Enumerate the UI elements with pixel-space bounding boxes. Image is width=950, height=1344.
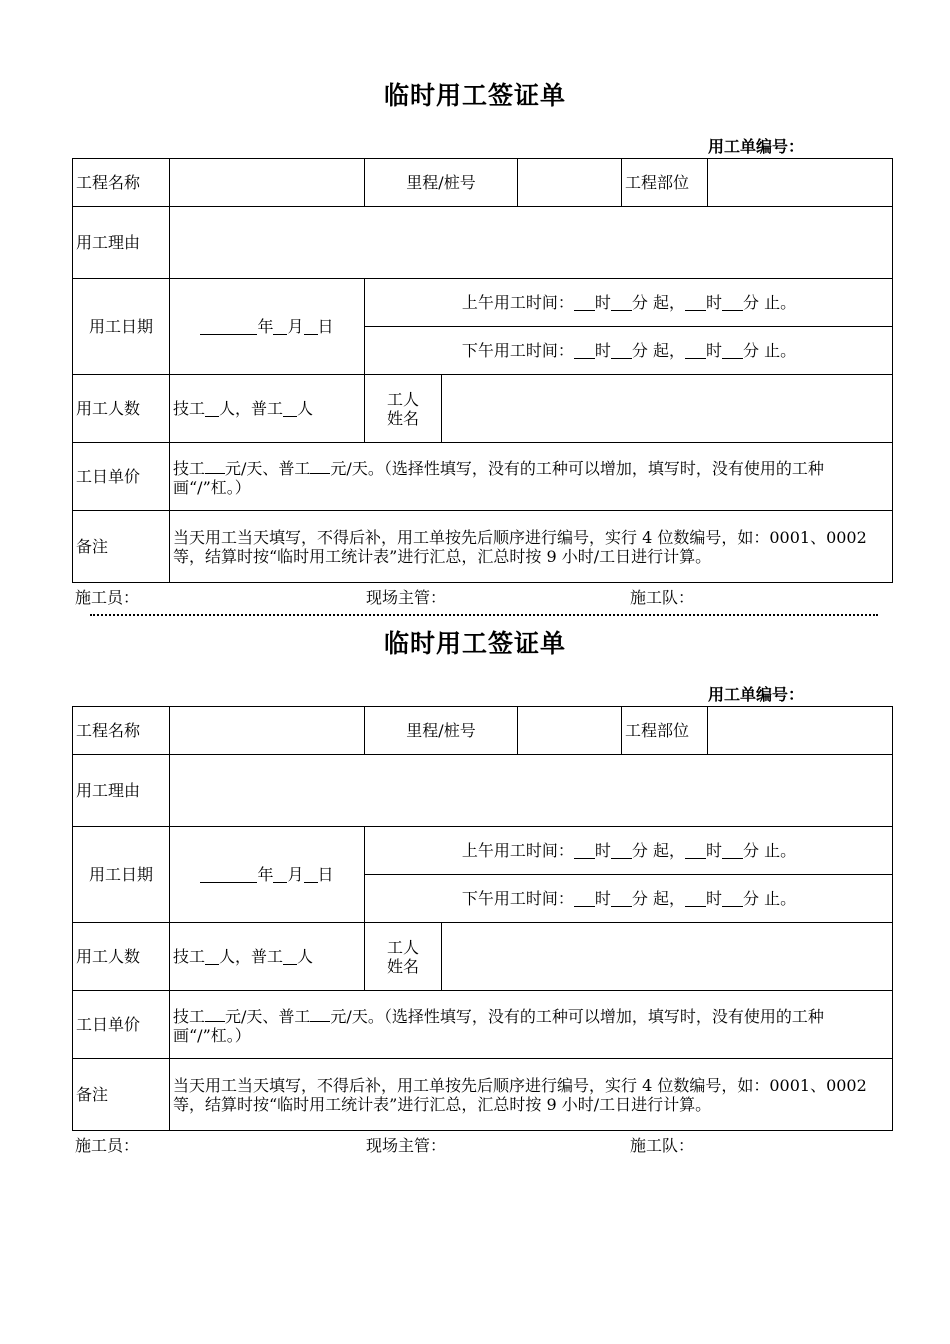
reason-field[interactable]: [169, 754, 893, 826]
date-field[interactable]: [169, 826, 364, 922]
worker-names-text: 工人姓名: [386, 389, 419, 428]
pm-start-minute-blank[interactable]: [611, 342, 632, 359]
worker-names-text: 工人姓名: [386, 937, 419, 976]
am-end-minute-blank[interactable]: [722, 842, 743, 859]
worker-names-field[interactable]: [441, 374, 893, 442]
date-label: 用工日期: [72, 826, 169, 922]
mileage-field[interactable]: [517, 158, 621, 206]
remark-text: 当天用工当天填写，不得后补，用工单按先后顺序进行编号，实行 4 位数编号，如：0001、0002 等，结算时按“临时用工统计表”进行汇总，汇总时按 9 小时/工日进行计算。: [169, 510, 893, 582]
pm-time-label: 下午用工时间：: [461, 341, 574, 360]
form-title: 临时用工签证单: [383, 629, 566, 658]
mileage-field[interactable]: [517, 706, 621, 754]
am-time-field[interactable]: [364, 826, 893, 874]
pm-time-label: 下午用工时间：: [461, 889, 574, 908]
general-count-blank[interactable]: [283, 400, 297, 417]
price-field[interactable]: [169, 442, 893, 510]
pm-start-minute-unit: 分 起，: [631, 889, 685, 908]
price-skilled-label: 技工: [173, 1006, 206, 1026]
day-blank[interactable]: [304, 866, 318, 883]
general-label: 人，普工: [219, 947, 284, 966]
worker-names-label: [364, 922, 441, 990]
project-part-label: 工程部位: [621, 706, 707, 754]
am-end-hour-blank[interactable]: [685, 842, 706, 859]
mileage-label: 里程/桩号: [364, 706, 517, 754]
project-name-label: 工程名称: [72, 158, 169, 206]
project-name-field[interactable]: [169, 158, 364, 206]
reason-label: 用工理由: [72, 206, 169, 278]
headcount-label: 用工人数: [72, 922, 169, 990]
month-blank[interactable]: [273, 866, 287, 883]
year-blank[interactable]: [200, 318, 257, 335]
am-end-minute-unit: 分 止。: [743, 841, 797, 860]
am-end-hour-unit: 时: [706, 293, 723, 312]
am-start-hour-blank[interactable]: [574, 842, 595, 859]
price-general-label: 元/天、普工: [225, 458, 311, 478]
am-end-minute-blank[interactable]: [722, 294, 743, 311]
month-blank[interactable]: [273, 318, 287, 335]
sign-team: 施工队：: [630, 1136, 695, 1155]
reason-field[interactable]: [169, 206, 893, 278]
am-time-label: 上午用工时间：: [461, 841, 574, 860]
work-order-form-1: [0, 0, 950, 607]
sign-supervisor: 现场主管：: [366, 588, 447, 607]
pm-end-hour-blank[interactable]: [685, 890, 706, 907]
skilled-count-blank[interactable]: [205, 948, 219, 965]
project-name-field[interactable]: [169, 706, 364, 754]
am-start-minute-blank[interactable]: [611, 842, 632, 859]
form-title: 临时用工签证单: [383, 81, 566, 110]
general-count-blank[interactable]: [283, 948, 297, 965]
pm-start-hour-blank[interactable]: [574, 342, 595, 359]
skilled-count-blank[interactable]: [205, 400, 219, 417]
am-start-hour-unit: 时: [594, 841, 611, 860]
project-part-label: 工程部位: [621, 158, 707, 206]
serial-number-label: 用工单编号：: [708, 137, 805, 156]
general-price-blank[interactable]: [310, 1005, 330, 1022]
project-part-field[interactable]: [707, 158, 893, 206]
am-end-minute-unit: 分 止。: [743, 293, 797, 312]
price-note: 元/天。（选择性填写，没有的工种可以增加，填写时，没有使用的工种画“/”杠。）: [173, 458, 824, 497]
pm-end-minute-blank[interactable]: [722, 890, 743, 907]
sign-worker: 施工员：: [75, 1136, 140, 1155]
worker-names-label: [364, 374, 441, 442]
mileage-label: 里程/桩号: [364, 158, 517, 206]
general-label: 人，普工: [219, 399, 284, 418]
sign-supervisor: 现场主管：: [366, 1136, 447, 1155]
headcount-label: 用工人数: [72, 374, 169, 442]
am-start-minute-unit: 分 起，: [631, 841, 685, 860]
skilled-price-blank[interactable]: [205, 1005, 225, 1022]
pm-end-hour-blank[interactable]: [685, 342, 706, 359]
remark-text: 当天用工当天填写，不得后补，用工单按先后顺序进行编号，实行 4 位数编号，如：0001、0002 等，结算时按“临时用工统计表”进行汇总，汇总时按 9 小时/工日进行计算。: [169, 1058, 893, 1130]
sign-worker: 施工员：: [75, 588, 140, 607]
headcount-field[interactable]: [169, 922, 364, 990]
am-start-minute-blank[interactable]: [611, 294, 632, 311]
pm-start-minute-unit: 分 起，: [631, 341, 685, 360]
project-part-field[interactable]: [707, 706, 893, 754]
skilled-label: 技工: [173, 399, 206, 418]
remark-label: 备注: [72, 510, 169, 582]
pm-start-hour-unit: 时: [594, 889, 611, 908]
headcount-field[interactable]: [169, 374, 364, 442]
price-text: [173, 1005, 890, 1045]
price-note: 元/天。（选择性填写，没有的工种可以增加，填写时，没有使用的工种画“/”杠。）: [173, 1006, 824, 1045]
am-time-field[interactable]: [364, 278, 893, 326]
month-unit: 月: [287, 865, 304, 884]
price-label: 工日单价: [72, 990, 169, 1058]
pm-end-hour-unit: 时: [706, 889, 723, 908]
day-unit: 日: [317, 317, 334, 336]
am-end-hour-blank[interactable]: [685, 294, 706, 311]
pm-start-hour-blank[interactable]: [574, 890, 595, 907]
am-end-hour-unit: 时: [706, 841, 723, 860]
pm-time-field[interactable]: [364, 326, 893, 374]
day-blank[interactable]: [304, 318, 318, 335]
pm-end-minute-unit: 分 止。: [743, 889, 797, 908]
day-unit: 日: [317, 865, 334, 884]
pm-end-minute-blank[interactable]: [722, 342, 743, 359]
sign-team: 施工队：: [630, 588, 695, 607]
general-price-blank[interactable]: [310, 457, 330, 474]
price-text: [173, 457, 890, 497]
year-unit: 年: [257, 865, 274, 884]
pm-time-field[interactable]: [364, 874, 893, 922]
am-time-label: 上午用工时间：: [461, 293, 574, 312]
year-blank[interactable]: [200, 866, 257, 883]
pm-end-minute-unit: 分 止。: [743, 341, 797, 360]
price-general-label: 元/天、普工: [225, 1006, 311, 1026]
person-unit: 人: [297, 399, 314, 418]
pm-start-hour-unit: 时: [594, 341, 611, 360]
price-label: 工日单价: [72, 442, 169, 510]
project-name-label: 工程名称: [72, 706, 169, 754]
date-field[interactable]: [169, 278, 364, 374]
date-label: 用工日期: [72, 278, 169, 374]
am-start-hour-blank[interactable]: [574, 294, 595, 311]
price-skilled-label: 技工: [173, 458, 206, 478]
pm-end-hour-unit: 时: [706, 341, 723, 360]
month-unit: 月: [287, 317, 304, 336]
worker-names-field[interactable]: [441, 922, 893, 990]
remark-label: 备注: [72, 1058, 169, 1130]
skilled-price-blank[interactable]: [205, 457, 225, 474]
serial-number-label: 用工单编号：: [708, 685, 805, 704]
am-start-hour-unit: 时: [594, 293, 611, 312]
price-field[interactable]: [169, 990, 893, 1058]
skilled-label: 技工: [173, 947, 206, 966]
pm-start-minute-blank[interactable]: [611, 890, 632, 907]
work-order-form-2: [0, 548, 950, 1155]
am-start-minute-unit: 分 起，: [631, 293, 685, 312]
year-unit: 年: [257, 317, 274, 336]
reason-label: 用工理由: [72, 754, 169, 826]
person-unit: 人: [297, 947, 314, 966]
